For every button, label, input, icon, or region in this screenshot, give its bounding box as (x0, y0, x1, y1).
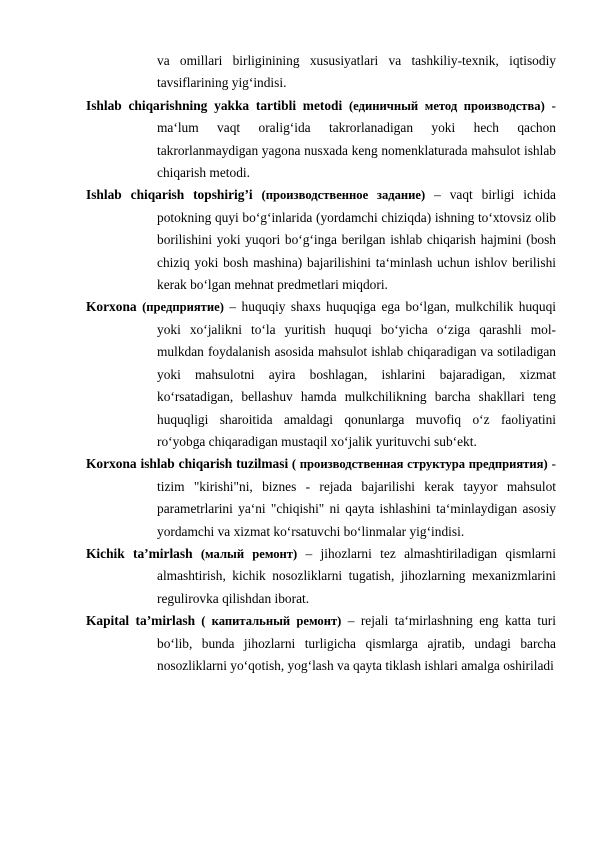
entry-russian-term: (производственное задание) (261, 188, 426, 203)
entry-text: - ma‘lum vaqt oralig‘ida takrorlanadigan yoki hech qachon takrorlanmaydigan yagona nusxada keng nomenklaturada mahsulot ishlab chiqarish metodi. (157, 97, 556, 181)
entry-russian-term: (единичный метод производства) (348, 98, 545, 113)
entry-term: Ishlab chiqarishning yakka tartibli metodi (86, 97, 343, 113)
glossary-entry (86, 543, 556, 610)
entry-term: Ishlab chiqarish topshirig’i (86, 187, 253, 203)
glossary-entries (86, 50, 556, 677)
glossary-entry (86, 610, 556, 677)
glossary-entry-continuation (86, 50, 556, 95)
entry-text: va omillari birliginining xususiyatlari va tashkiliy-texnik, iqtisodiy tavsiflarining yig‘indisi. (157, 53, 556, 91)
glossary-entry (86, 95, 556, 185)
entry-text: – jihozlarni tez almashtiriladigan qismlarni almashtirish, kichik nosozliklarni tugatish, jihozlarning mexanizmlarini regulirovka qilishdan iborat. (157, 545, 556, 606)
entry-term: Kichik ta’mirlash (86, 545, 193, 561)
entry-text: – vaqt birligi ichida potokning quyi bo‘g‘inlarida (yordamchi chiziqda) ishning to‘xtovsiz olib borilishini yoki yuqori bo‘g‘inga berilgan ishlab chiqarish hajmini (bosh chiziq yoki bosh mashina) bajarilishini ta‘minlash uchun ishlov berilishi kerak bo‘lgan mehnat predmetlari miqdori. (157, 187, 556, 293)
entry-russian-term: ( капитальный ремонт) (195, 614, 342, 629)
entry-term: Korxona (86, 299, 137, 315)
glossary-entry (86, 296, 556, 453)
entry-term: Kapital ta’mirlash (86, 613, 196, 629)
glossary-entry (86, 453, 556, 543)
glossary-entry (86, 184, 556, 296)
entry-russian-term: (малый ремонт) (200, 546, 298, 561)
entry-term: Korxona ishlab chiqarish tuzilmasi (86, 456, 289, 472)
entry-russian-term: (предприятие) (142, 300, 224, 315)
entry-text: – rejali ta‘mirlashning eng katta turi bo‘lib, bunda jihozlarni turligicha qismlarga ajratib, undagi barcha nosozliklarni yo‘qotish, yog‘lash va qayta tiklash ishlari amalga oshiriladi (157, 613, 556, 673)
entry-text: - tizim "kirishi"ni, biznes - rejada bajarilishi kerak tayyor mahsulot parametrlarini ya‘ni "chiqishi" ni qayta ishlashini ta‘minlaydigan asosiy yordamchi va xizmat ko‘rsatuvchi bo‘linmalar yig‘indisi. (157, 456, 556, 539)
entry-text: – huquqiy shaxs huquqiga ega bo‘lgan, mulkchilik huquqi yoki xo‘jalikni to‘la yuritish huquqi bo‘yicha o‘ziga qarashli mol-mulkdan foydalanish asosida mahsulot ishlab chiqaradigan va sotiladigan yoki mahsulotni ayira boshlagan, ishlarini bajaradigan, xizmat ko‘rsatadigan, bellashuv hamda mulkchilikning barcha shakllari teng huquqligi sharoitida amaldagi qonunlarga muvofiq o‘z faoliyatini ro‘yobga chiqaradigan mustaqil xo‘jalik yurituvchi sub‘ekt. (157, 299, 556, 449)
entry-russian-term: ( производственная структура предприятия) (288, 457, 548, 472)
